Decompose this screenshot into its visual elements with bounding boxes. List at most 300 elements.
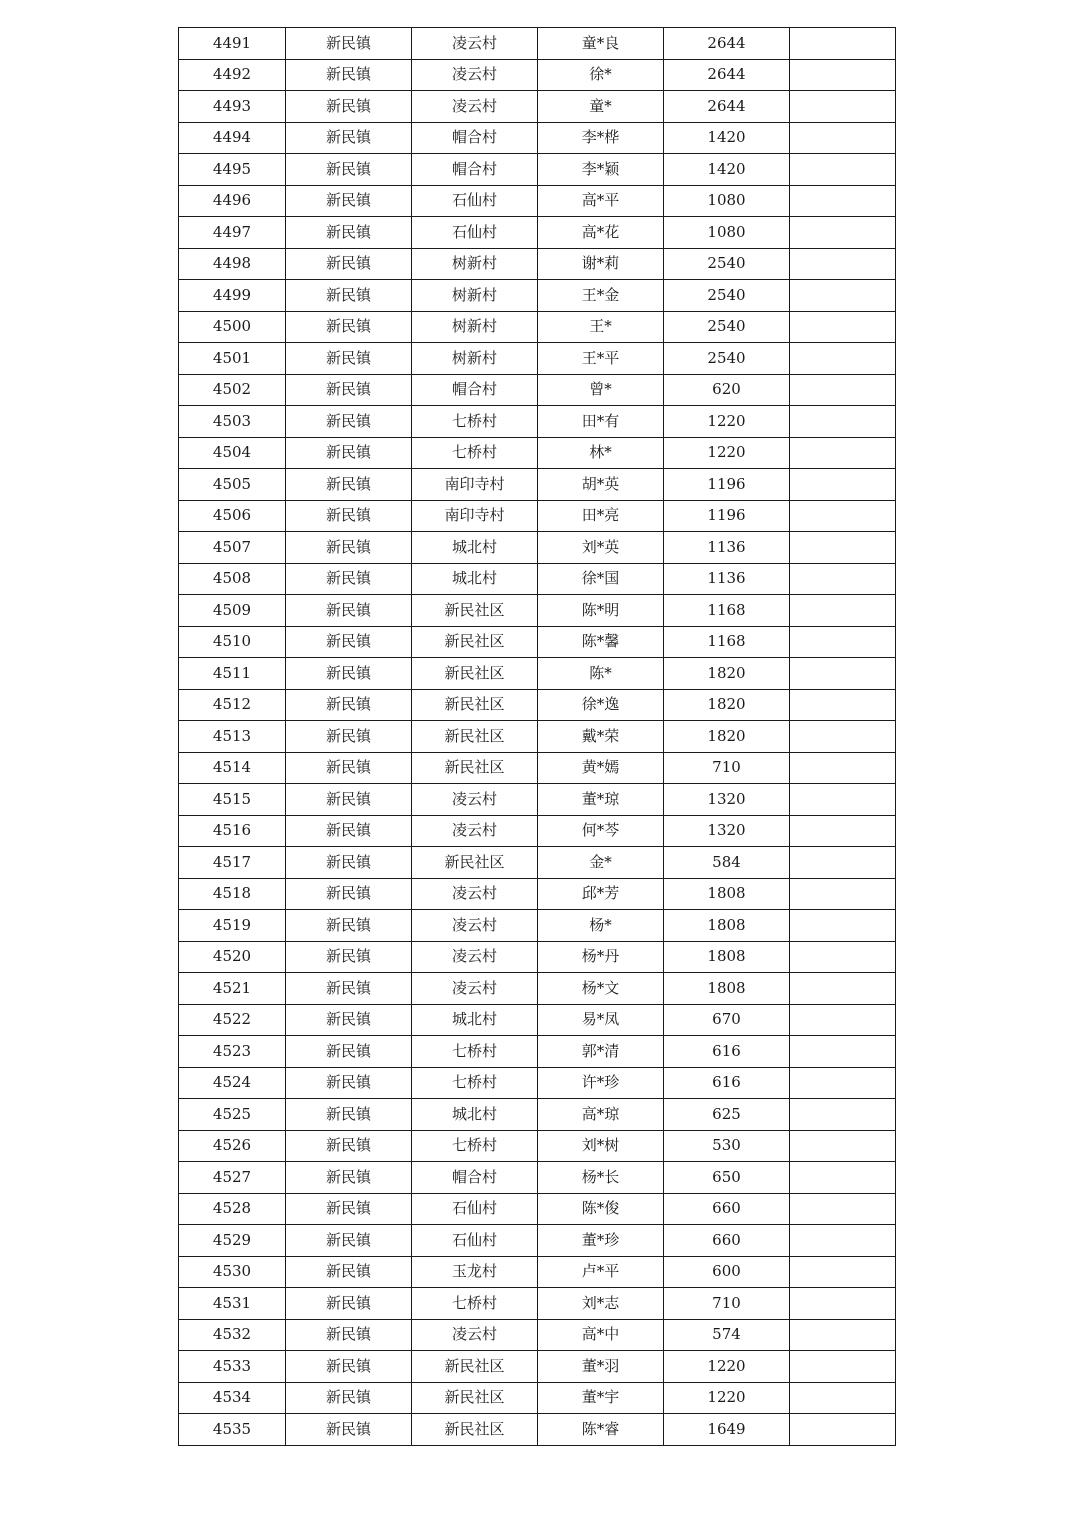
name-cell: 杨*丹	[538, 941, 664, 973]
remark-cell	[790, 311, 896, 343]
amount-cell: 2644	[664, 59, 790, 91]
amount-cell: 2540	[664, 248, 790, 280]
name-cell: 郭*清	[538, 1036, 664, 1068]
table-row	[179, 752, 896, 784]
seq-cell: 4528	[179, 1193, 286, 1225]
table-body	[179, 28, 896, 1446]
amount-cell: 1320	[664, 784, 790, 816]
remark-cell	[790, 59, 896, 91]
table-row	[179, 280, 896, 312]
table-row	[179, 469, 896, 501]
amount-cell: 1420	[664, 154, 790, 186]
town-cell: 新民镇	[286, 1193, 412, 1225]
remark-cell	[790, 28, 896, 60]
name-cell: 徐*	[538, 59, 664, 91]
village-cell: 新民社区	[412, 752, 538, 784]
table-row	[179, 1256, 896, 1288]
seq-cell: 4527	[179, 1162, 286, 1194]
village-cell: 新民社区	[412, 847, 538, 879]
seq-cell: 4532	[179, 1319, 286, 1351]
name-cell: 高*平	[538, 185, 664, 217]
amount-cell: 710	[664, 752, 790, 784]
remark-cell	[790, 185, 896, 217]
seq-cell: 4496	[179, 185, 286, 217]
seq-cell: 4518	[179, 878, 286, 910]
name-cell: 王*平	[538, 343, 664, 375]
town-cell: 新民镇	[286, 406, 412, 438]
remark-cell	[790, 1130, 896, 1162]
table-row	[179, 1382, 896, 1414]
name-cell: 陈*俊	[538, 1193, 664, 1225]
village-cell: 帽合村	[412, 154, 538, 186]
name-cell: 陈*明	[538, 595, 664, 627]
name-cell: 陈*馨	[538, 626, 664, 658]
seq-cell: 4501	[179, 343, 286, 375]
table-row	[179, 91, 896, 123]
name-cell: 徐*国	[538, 563, 664, 595]
village-cell: 石仙村	[412, 217, 538, 249]
name-cell: 高*琼	[538, 1099, 664, 1131]
village-cell: 石仙村	[412, 1193, 538, 1225]
table-row	[179, 847, 896, 879]
remark-cell	[790, 1004, 896, 1036]
amount-cell: 1220	[664, 1382, 790, 1414]
seq-cell: 4499	[179, 280, 286, 312]
seq-cell: 4517	[179, 847, 286, 879]
amount-cell: 1220	[664, 406, 790, 438]
town-cell: 新民镇	[286, 626, 412, 658]
village-cell: 帽合村	[412, 122, 538, 154]
table-row	[179, 1225, 896, 1257]
amount-cell: 660	[664, 1225, 790, 1257]
remark-cell	[790, 689, 896, 721]
village-cell: 七桥村	[412, 437, 538, 469]
remark-cell	[790, 815, 896, 847]
table-row	[179, 122, 896, 154]
amount-cell: 1136	[664, 532, 790, 564]
table-row	[179, 910, 896, 942]
town-cell: 新民镇	[286, 784, 412, 816]
name-cell: 王*金	[538, 280, 664, 312]
village-cell: 城北村	[412, 532, 538, 564]
village-cell: 南印寺村	[412, 500, 538, 532]
table-row	[179, 343, 896, 375]
remark-cell	[790, 122, 896, 154]
village-cell: 南印寺村	[412, 469, 538, 501]
remark-cell	[790, 1067, 896, 1099]
town-cell: 新民镇	[286, 217, 412, 249]
village-cell: 新民社区	[412, 595, 538, 627]
table-row	[179, 248, 896, 280]
village-cell: 城北村	[412, 563, 538, 595]
amount-cell: 1808	[664, 878, 790, 910]
remark-cell	[790, 248, 896, 280]
name-cell: 曾*	[538, 374, 664, 406]
seq-cell: 4512	[179, 689, 286, 721]
village-cell: 树新村	[412, 311, 538, 343]
seq-cell: 4519	[179, 910, 286, 942]
town-cell: 新民镇	[286, 1414, 412, 1446]
town-cell: 新民镇	[286, 878, 412, 910]
remark-cell	[790, 91, 896, 123]
name-cell: 高*花	[538, 217, 664, 249]
village-cell: 七桥村	[412, 1288, 538, 1320]
town-cell: 新民镇	[286, 1225, 412, 1257]
amount-cell: 600	[664, 1256, 790, 1288]
amount-cell: 1820	[664, 721, 790, 753]
village-cell: 树新村	[412, 248, 538, 280]
amount-cell: 530	[664, 1130, 790, 1162]
amount-cell: 2540	[664, 311, 790, 343]
name-cell: 田*亮	[538, 500, 664, 532]
village-cell: 凌云村	[412, 973, 538, 1005]
seq-cell: 4511	[179, 658, 286, 690]
village-cell: 树新村	[412, 343, 538, 375]
amount-cell: 1168	[664, 626, 790, 658]
amount-cell: 670	[664, 1004, 790, 1036]
table-row	[179, 626, 896, 658]
table-row	[179, 563, 896, 595]
village-cell: 七桥村	[412, 1067, 538, 1099]
remark-cell	[790, 1319, 896, 1351]
table-row	[179, 154, 896, 186]
village-cell: 七桥村	[412, 1036, 538, 1068]
seq-cell: 4508	[179, 563, 286, 595]
seq-cell: 4509	[179, 595, 286, 627]
remark-cell	[790, 1414, 896, 1446]
seq-cell: 4492	[179, 59, 286, 91]
table-row	[179, 1130, 896, 1162]
name-cell: 董*珍	[538, 1225, 664, 1257]
name-cell: 徐*逸	[538, 689, 664, 721]
amount-cell: 1220	[664, 437, 790, 469]
village-cell: 七桥村	[412, 1130, 538, 1162]
amount-cell: 1196	[664, 469, 790, 501]
name-cell: 陈*	[538, 658, 664, 690]
name-cell: 刘*树	[538, 1130, 664, 1162]
remark-cell	[790, 1288, 896, 1320]
remark-cell	[790, 217, 896, 249]
table-row	[179, 1319, 896, 1351]
amount-cell: 2540	[664, 343, 790, 375]
town-cell: 新民镇	[286, 847, 412, 879]
village-cell: 新民社区	[412, 658, 538, 690]
town-cell: 新民镇	[286, 721, 412, 753]
village-cell: 凌云村	[412, 28, 538, 60]
seq-cell: 4523	[179, 1036, 286, 1068]
amount-cell: 1320	[664, 815, 790, 847]
amount-cell: 1196	[664, 500, 790, 532]
seq-cell: 4525	[179, 1099, 286, 1131]
name-cell: 董*宇	[538, 1382, 664, 1414]
town-cell: 新民镇	[286, 154, 412, 186]
seq-cell: 4522	[179, 1004, 286, 1036]
village-cell: 城北村	[412, 1099, 538, 1131]
village-cell: 凌云村	[412, 878, 538, 910]
seq-cell: 4514	[179, 752, 286, 784]
table-row	[179, 185, 896, 217]
remark-cell	[790, 1162, 896, 1194]
amount-cell: 574	[664, 1319, 790, 1351]
table-row	[179, 1162, 896, 1194]
town-cell: 新民镇	[286, 122, 412, 154]
town-cell: 新民镇	[286, 1099, 412, 1131]
amount-cell: 625	[664, 1099, 790, 1131]
remark-cell	[790, 595, 896, 627]
name-cell: 陈*睿	[538, 1414, 664, 1446]
seq-cell: 4504	[179, 437, 286, 469]
remark-cell	[790, 500, 896, 532]
town-cell: 新民镇	[286, 1351, 412, 1383]
name-cell: 谢*莉	[538, 248, 664, 280]
seq-cell: 4510	[179, 626, 286, 658]
remark-cell	[790, 721, 896, 753]
seq-cell: 4495	[179, 154, 286, 186]
table-row	[179, 1351, 896, 1383]
town-cell: 新民镇	[286, 248, 412, 280]
name-cell: 邱*芳	[538, 878, 664, 910]
remark-cell	[790, 1225, 896, 1257]
seq-cell: 4494	[179, 122, 286, 154]
remark-cell	[790, 1382, 896, 1414]
amount-cell: 2540	[664, 280, 790, 312]
amount-cell: 1136	[664, 563, 790, 595]
village-cell: 城北村	[412, 1004, 538, 1036]
amount-cell: 660	[664, 1193, 790, 1225]
town-cell: 新民镇	[286, 815, 412, 847]
amount-cell: 616	[664, 1067, 790, 1099]
remark-cell	[790, 406, 896, 438]
table-row	[179, 1099, 896, 1131]
village-cell: 凌云村	[412, 59, 538, 91]
table-row	[179, 815, 896, 847]
remark-cell	[790, 784, 896, 816]
table-row	[179, 973, 896, 1005]
seq-cell: 4520	[179, 941, 286, 973]
amount-cell: 2644	[664, 28, 790, 60]
town-cell: 新民镇	[286, 374, 412, 406]
town-cell: 新民镇	[286, 658, 412, 690]
remark-cell	[790, 752, 896, 784]
town-cell: 新民镇	[286, 1256, 412, 1288]
remark-cell	[790, 1036, 896, 1068]
seq-cell: 4505	[179, 469, 286, 501]
remark-cell	[790, 1193, 896, 1225]
village-cell: 石仙村	[412, 185, 538, 217]
seq-cell: 4526	[179, 1130, 286, 1162]
village-cell: 石仙村	[412, 1225, 538, 1257]
town-cell: 新民镇	[286, 1288, 412, 1320]
remark-cell	[790, 658, 896, 690]
remark-cell	[790, 878, 896, 910]
name-cell: 田*有	[538, 406, 664, 438]
name-cell: 杨*	[538, 910, 664, 942]
amount-cell: 1220	[664, 1351, 790, 1383]
name-cell: 杨*长	[538, 1162, 664, 1194]
table-row	[179, 311, 896, 343]
village-cell: 帽合村	[412, 1162, 538, 1194]
table-row	[179, 1193, 896, 1225]
town-cell: 新民镇	[286, 1382, 412, 1414]
town-cell: 新民镇	[286, 595, 412, 627]
name-cell: 胡*英	[538, 469, 664, 501]
table-row	[179, 689, 896, 721]
seq-cell: 4502	[179, 374, 286, 406]
town-cell: 新民镇	[286, 437, 412, 469]
village-cell: 凌云村	[412, 784, 538, 816]
amount-cell: 1808	[664, 941, 790, 973]
village-cell: 树新村	[412, 280, 538, 312]
table-row	[179, 878, 896, 910]
seq-cell: 4503	[179, 406, 286, 438]
name-cell: 李*桦	[538, 122, 664, 154]
amount-cell: 1080	[664, 185, 790, 217]
amount-cell: 1808	[664, 910, 790, 942]
town-cell: 新民镇	[286, 91, 412, 123]
town-cell: 新民镇	[286, 311, 412, 343]
seq-cell: 4516	[179, 815, 286, 847]
amount-cell: 1649	[664, 1414, 790, 1446]
amount-cell: 1420	[664, 122, 790, 154]
table-row	[179, 1288, 896, 1320]
table-row	[179, 1004, 896, 1036]
town-cell: 新民镇	[286, 280, 412, 312]
remark-cell	[790, 563, 896, 595]
town-cell: 新民镇	[286, 1130, 412, 1162]
village-cell: 凌云村	[412, 1319, 538, 1351]
amount-cell: 1168	[664, 595, 790, 627]
amount-cell: 710	[664, 1288, 790, 1320]
town-cell: 新民镇	[286, 532, 412, 564]
remark-cell	[790, 626, 896, 658]
remark-cell	[790, 532, 896, 564]
seq-cell: 4500	[179, 311, 286, 343]
name-cell: 金*	[538, 847, 664, 879]
table-row	[179, 721, 896, 753]
village-cell: 凌云村	[412, 815, 538, 847]
village-cell: 新民社区	[412, 689, 538, 721]
town-cell: 新民镇	[286, 910, 412, 942]
name-cell: 林*	[538, 437, 664, 469]
town-cell: 新民镇	[286, 185, 412, 217]
town-cell: 新民镇	[286, 689, 412, 721]
remark-cell	[790, 154, 896, 186]
seq-cell: 4513	[179, 721, 286, 753]
remark-cell	[790, 941, 896, 973]
town-cell: 新民镇	[286, 1319, 412, 1351]
remark-cell	[790, 280, 896, 312]
name-cell: 戴*荣	[538, 721, 664, 753]
village-cell: 帽合村	[412, 374, 538, 406]
amount-cell: 584	[664, 847, 790, 879]
seq-cell: 4491	[179, 28, 286, 60]
name-cell: 易*凤	[538, 1004, 664, 1036]
seq-cell: 4515	[179, 784, 286, 816]
name-cell: 李*颖	[538, 154, 664, 186]
village-cell: 玉龙村	[412, 1256, 538, 1288]
name-cell: 刘*志	[538, 1288, 664, 1320]
seq-cell: 4493	[179, 91, 286, 123]
table-row	[179, 437, 896, 469]
name-cell: 高*中	[538, 1319, 664, 1351]
amount-cell: 616	[664, 1036, 790, 1068]
village-cell: 新民社区	[412, 1382, 538, 1414]
name-cell: 刘*英	[538, 532, 664, 564]
seq-cell: 4531	[179, 1288, 286, 1320]
name-cell: 黄*嫣	[538, 752, 664, 784]
table-row	[179, 1414, 896, 1446]
table-row	[179, 1067, 896, 1099]
table-row	[179, 374, 896, 406]
remark-cell	[790, 374, 896, 406]
town-cell: 新民镇	[286, 28, 412, 60]
table-row	[179, 406, 896, 438]
seq-cell: 4497	[179, 217, 286, 249]
table-row	[179, 1036, 896, 1068]
village-cell: 新民社区	[412, 1351, 538, 1383]
table-row	[179, 532, 896, 564]
village-cell: 凌云村	[412, 941, 538, 973]
data-table	[178, 27, 896, 1446]
village-cell: 凌云村	[412, 91, 538, 123]
town-cell: 新民镇	[286, 343, 412, 375]
name-cell: 杨*文	[538, 973, 664, 1005]
amount-cell: 1820	[664, 689, 790, 721]
remark-cell	[790, 469, 896, 501]
table-row	[179, 28, 896, 60]
village-cell: 新民社区	[412, 626, 538, 658]
name-cell: 董*琼	[538, 784, 664, 816]
seq-cell: 4535	[179, 1414, 286, 1446]
name-cell: 童*良	[538, 28, 664, 60]
town-cell: 新民镇	[286, 941, 412, 973]
seq-cell: 4506	[179, 500, 286, 532]
remark-cell	[790, 1099, 896, 1131]
amount-cell: 1080	[664, 217, 790, 249]
table-row	[179, 217, 896, 249]
amount-cell: 620	[664, 374, 790, 406]
seq-cell: 4533	[179, 1351, 286, 1383]
village-cell: 新民社区	[412, 721, 538, 753]
remark-cell	[790, 1351, 896, 1383]
town-cell: 新民镇	[286, 1004, 412, 1036]
table-row	[179, 59, 896, 91]
amount-cell: 2644	[664, 91, 790, 123]
town-cell: 新民镇	[286, 563, 412, 595]
amount-cell: 650	[664, 1162, 790, 1194]
seq-cell: 4524	[179, 1067, 286, 1099]
town-cell: 新民镇	[286, 59, 412, 91]
table-row	[179, 595, 896, 627]
remark-cell	[790, 973, 896, 1005]
amount-cell: 1808	[664, 973, 790, 1005]
name-cell: 董*羽	[538, 1351, 664, 1383]
remark-cell	[790, 1256, 896, 1288]
amount-cell: 1820	[664, 658, 790, 690]
town-cell: 新民镇	[286, 1067, 412, 1099]
name-cell: 王*	[538, 311, 664, 343]
town-cell: 新民镇	[286, 1162, 412, 1194]
town-cell: 新民镇	[286, 752, 412, 784]
village-cell: 七桥村	[412, 406, 538, 438]
name-cell: 何*芩	[538, 815, 664, 847]
table-row	[179, 784, 896, 816]
table-row	[179, 941, 896, 973]
name-cell: 许*珍	[538, 1067, 664, 1099]
village-cell: 凌云村	[412, 910, 538, 942]
remark-cell	[790, 437, 896, 469]
town-cell: 新民镇	[286, 500, 412, 532]
